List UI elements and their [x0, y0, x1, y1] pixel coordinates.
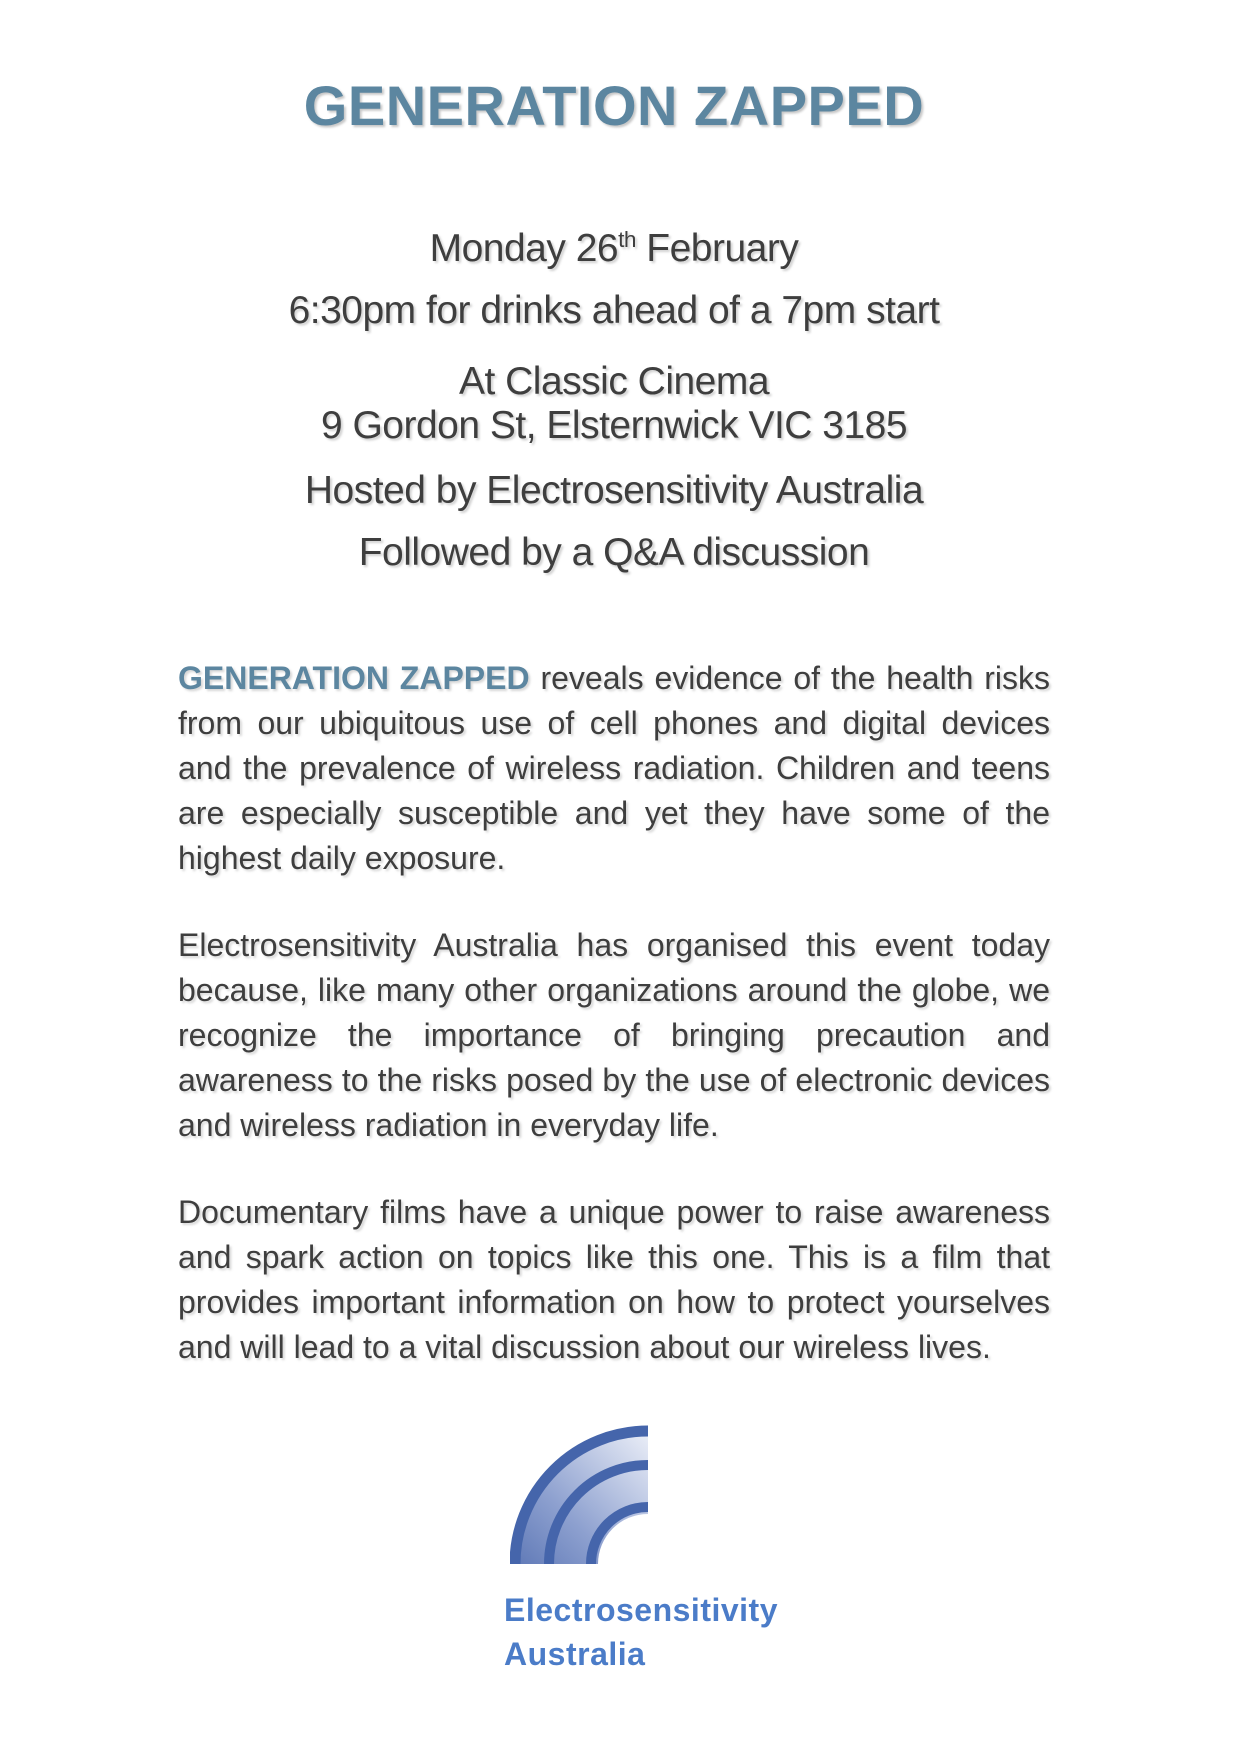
event-date: [178, 226, 1050, 272]
event-venue: [178, 360, 1050, 448]
event-date-suffix: February: [635, 227, 799, 270]
paragraph-about-film-text: reveals evidence of the health risks from our ubiquitous use of cell phones and digital devices and the prevalence of wireless radiation. Children and teens are especially susceptible and yet they have some of the highest daily exposure.: [178, 660, 1051, 876]
logo-line-australia: Australia: [504, 1636, 646, 1672]
logo-wordmark: [504, 1588, 1050, 1676]
paragraph-about-film: [178, 656, 1050, 881]
event-qa: Followed by a Q&A discussion: [358, 531, 870, 574]
radio-waves-icon: [510, 1414, 648, 1564]
paragraph-documentary-power: Documentary films have a unique power to raise awareness and spark action on topics like this one. This is a film that provides important information on how to protect yourselves and will lead to a vital discussion about our wireless lives.: [178, 1194, 1050, 1365]
logo-line-electrosensitivity: Electrosensitivity: [504, 1592, 778, 1628]
event-details: [178, 226, 1050, 576]
page-title: GENERATION ZAPPED: [303, 74, 925, 137]
film-title-lead: GENERATION ZAPPED: [178, 660, 530, 696]
event-venue-address: 9 Gordon St, Elsternwick VIC 3185: [320, 404, 908, 447]
body-copy: [178, 656, 1050, 1370]
event-date-ordinal: th: [618, 227, 636, 252]
electrosensitivity-australia-logo: [504, 1414, 1050, 1676]
event-date-prefix: Monday 26: [429, 227, 619, 270]
event-host: Hosted by Electrosensitivity Australia: [304, 469, 924, 512]
event-venue-name: At Classic Cinema: [458, 360, 770, 403]
event-time: 6:30pm for drinks ahead of a 7pm start: [288, 289, 940, 332]
paragraph-organiser: Electrosensitivity Australia has organised this event today because, like many other organizations around the globe, we recognize the importance of bringing precaution and awareness to the risks posed by the use of electronic devices and wireless radiation in everyday life.: [178, 927, 1050, 1143]
